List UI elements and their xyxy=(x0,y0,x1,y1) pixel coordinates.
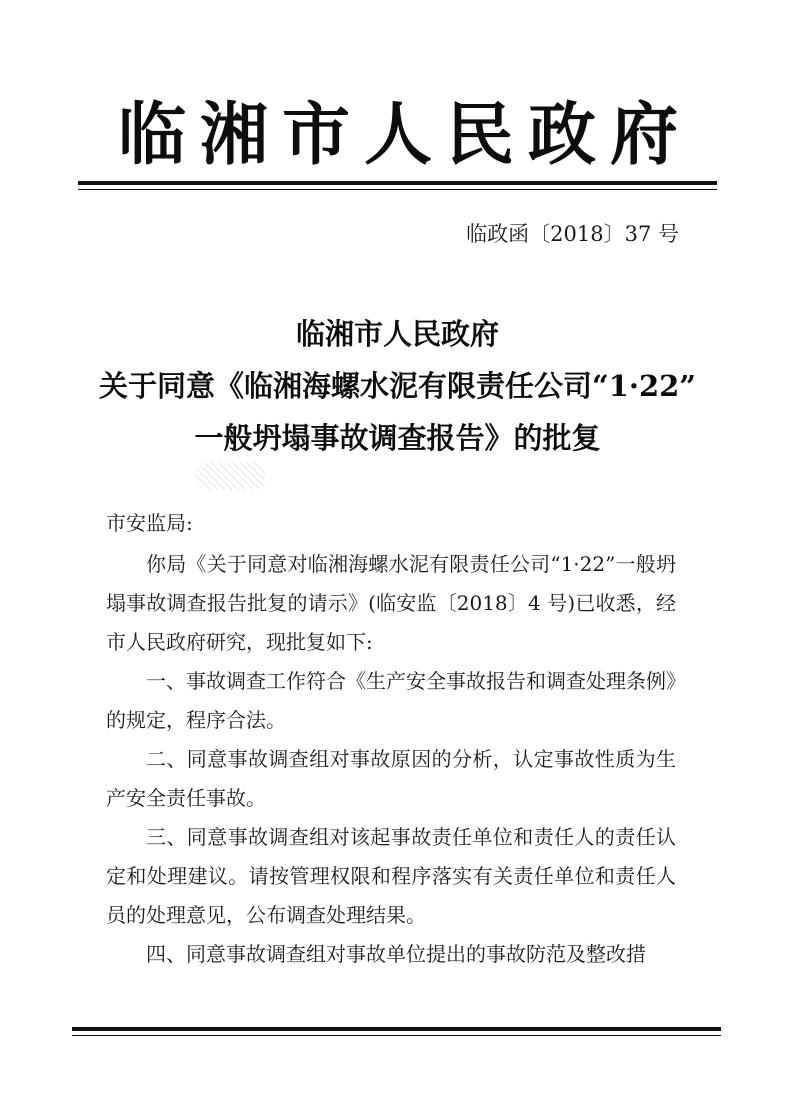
footer-rule-thin xyxy=(72,1035,721,1036)
paragraph: 你局《关于同意对临湘海螺水泥有限责任公司“1·22”一般坍塌事故调查报告批复的请示》(临安监〔2018〕4 号)已收悉，经市人民政府研究，现批复如下: xyxy=(106,552,676,654)
paragraph: 三、同意事故调查组对该起事故责任单位和责任人的责任认定和处理建议。请按管理权限和程序落实有关责任单位和责任人员的处理意见，公布调查处理结果。 xyxy=(106,825,676,927)
addressee: 市安监局: xyxy=(106,511,193,535)
title-line: 临湘市人民政府 xyxy=(295,317,499,351)
paragraph: 一、事故调查工作符合《生产安全事故报告和调查处理条例》的规定，程序合法。 xyxy=(106,669,676,732)
document-number: 临政函〔2018〕37 号 xyxy=(466,222,679,246)
header-rule-thick xyxy=(78,181,717,185)
footer-rule-thick xyxy=(72,1027,721,1031)
paragraph: 四、同意事故调查组对事故单位提出的事故防范及整改措 xyxy=(146,942,646,966)
document-title xyxy=(78,308,717,464)
body-text xyxy=(106,545,676,974)
title-line: 关于同意《临湘海螺水泥有限责任公司“1·22” xyxy=(99,369,696,403)
title-line: 一般坍塌事故调查报告》的批复 xyxy=(194,421,601,455)
issuer-header: 临湘市人民政府 xyxy=(118,95,693,175)
scan-smudge xyxy=(196,462,266,490)
header-rule-thin xyxy=(78,189,717,190)
paragraph: 二、同意事故调查组对事故原因的分析，认定事故性质为生产安全责任事故。 xyxy=(106,747,676,810)
